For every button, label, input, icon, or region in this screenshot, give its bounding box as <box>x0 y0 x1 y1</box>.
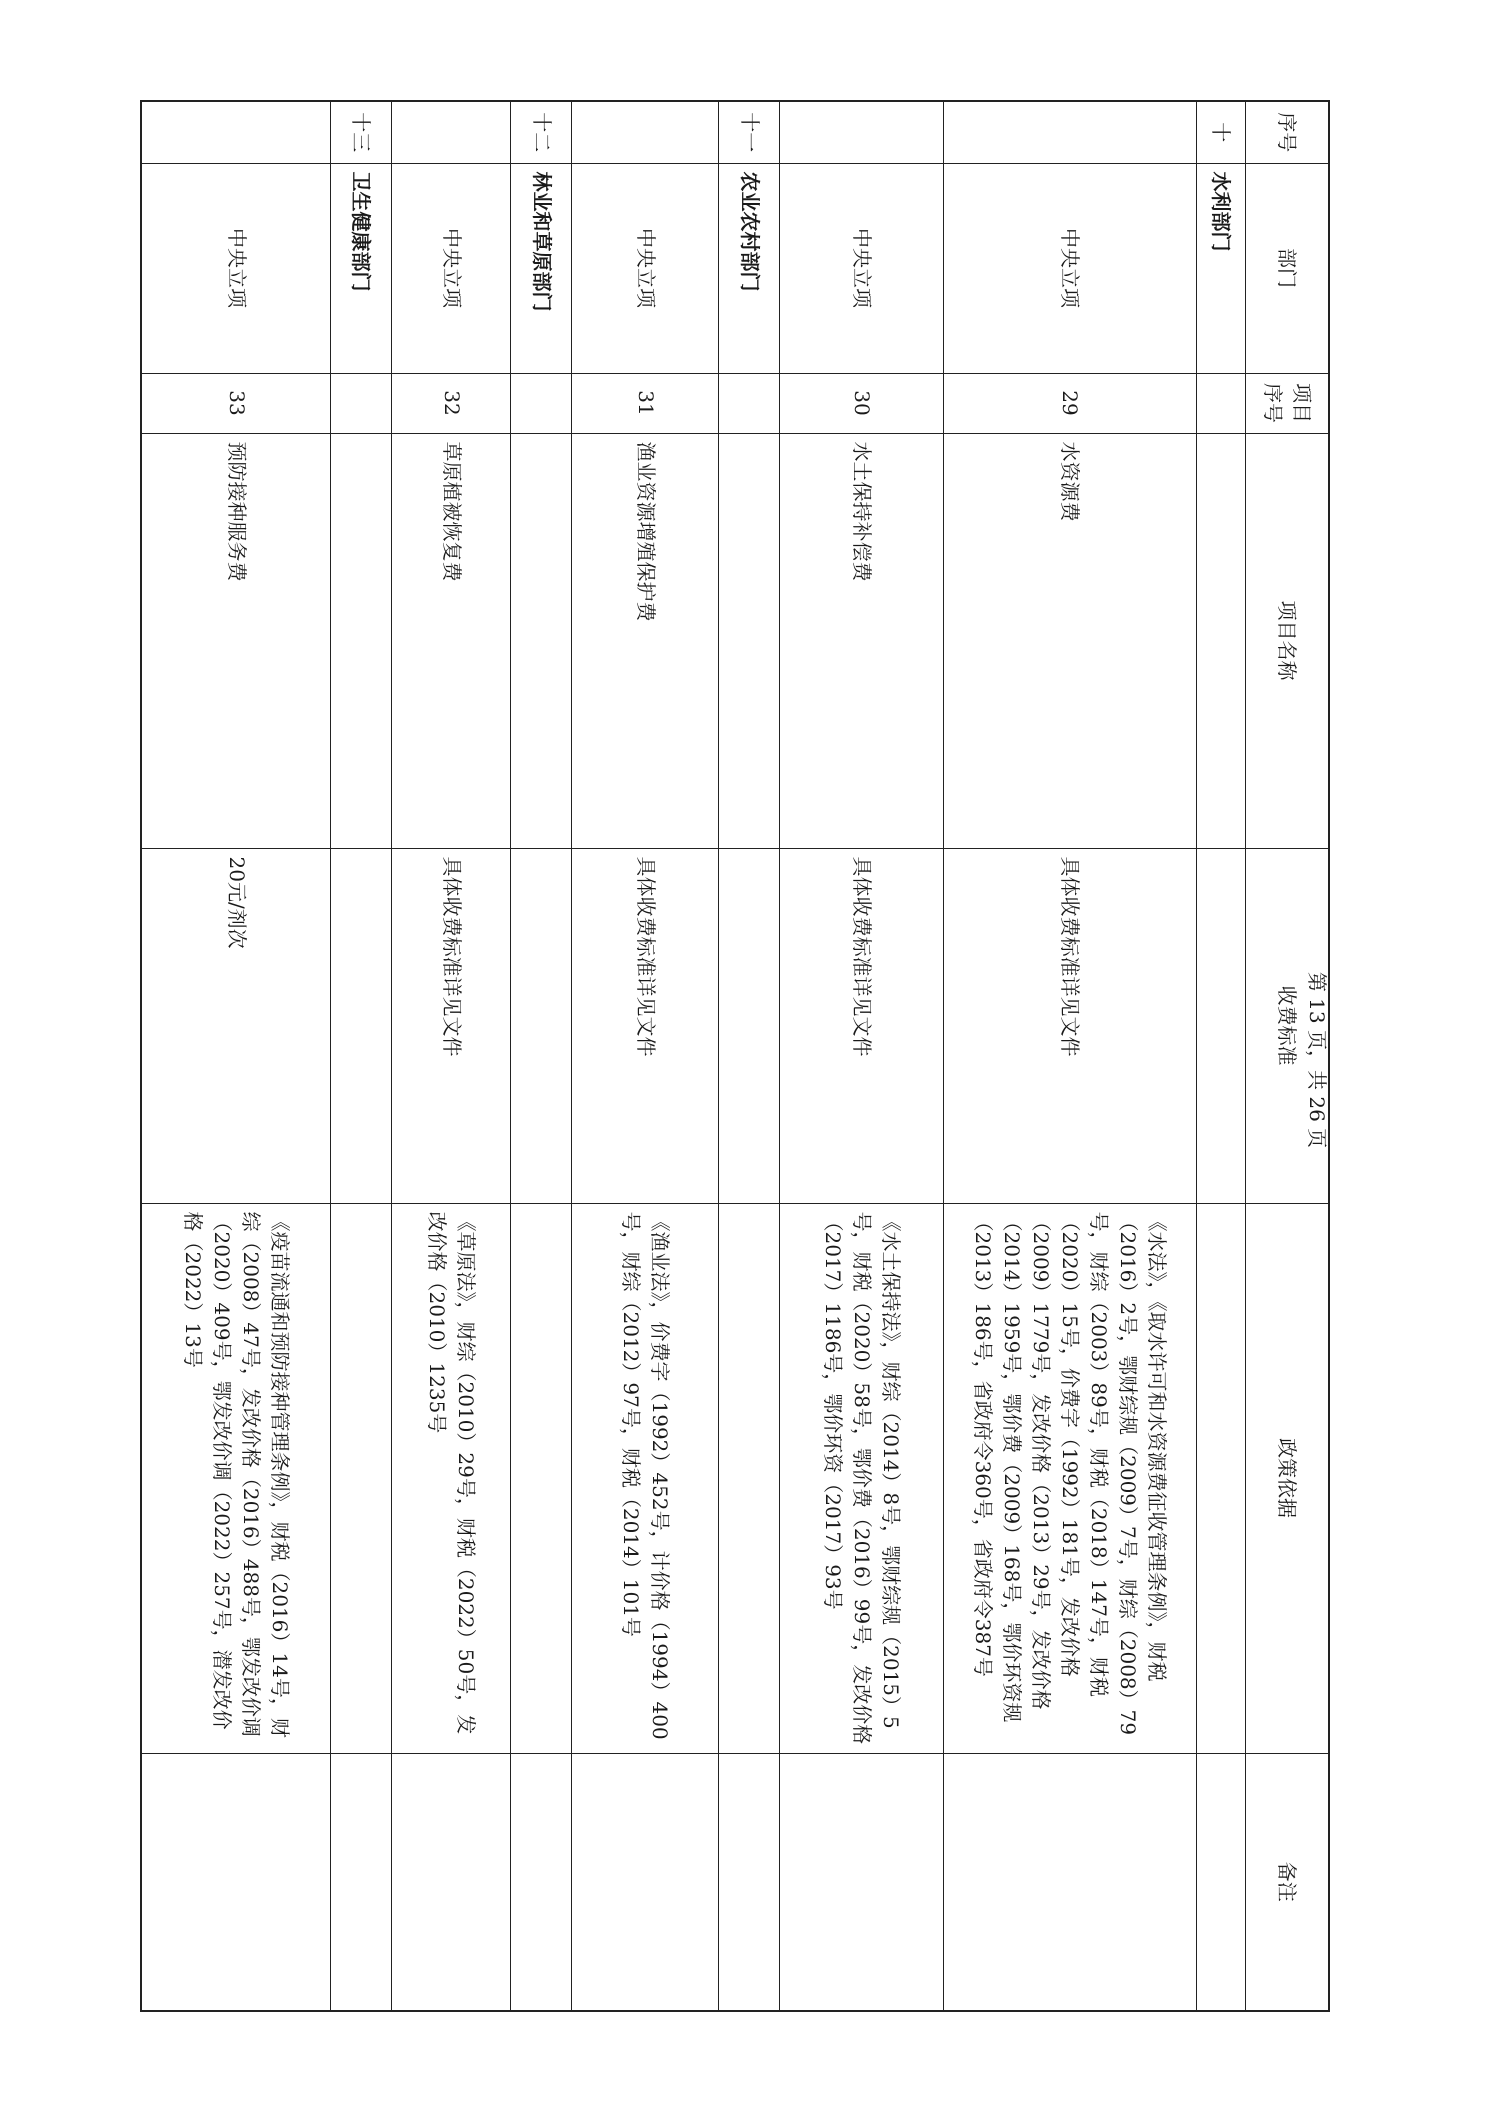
rotated-table-container <box>140 100 1330 2010</box>
row-remarks <box>391 1753 510 2011</box>
empty-cell <box>331 1753 392 2011</box>
section-dept: 林业和草原部门 <box>511 163 572 373</box>
row-dept: 中央立项 <box>391 163 510 373</box>
row-dept: 中央立项 <box>944 163 1197 373</box>
row-remarks <box>141 1753 331 2011</box>
empty-cell <box>511 1753 572 2011</box>
row-item-name: 水资源费 <box>944 433 1197 848</box>
row-remarks <box>944 1753 1197 2011</box>
row-basis: 《疫苗流通和预防接种管理条例》，财税（2016）14号，财综（2008）47号，发改价格（2016）488号，鄂发改价调（2020）409号，鄂发改价调（2022）257号，潜发改价格（2022）13号 <box>141 1203 331 1753</box>
row-remarks <box>572 1753 719 2011</box>
empty-cell <box>1196 1753 1245 2011</box>
empty-cell <box>719 1753 780 2011</box>
header-remarks: 备注 <box>1245 1753 1329 2011</box>
table-row <box>572 101 719 2011</box>
header-item-name: 项目名称 <box>1245 433 1329 848</box>
header-dept: 部门 <box>1245 163 1329 373</box>
section-dept: 卫生健康部门 <box>331 163 392 373</box>
row-item-name: 预防接种服务费 <box>141 433 331 848</box>
row-dept: 中央立项 <box>141 163 331 373</box>
empty-cell <box>944 101 1197 163</box>
empty-cell <box>391 101 510 163</box>
table-row <box>391 101 510 2011</box>
empty-cell <box>719 1203 780 1753</box>
empty-cell <box>511 373 572 433</box>
empty-cell <box>511 433 572 848</box>
row-item-seq: 29 <box>944 373 1197 433</box>
page-number-footer: 第 13 页，共 26 页 <box>1305 971 1329 1149</box>
row-item-name: 渔业资源增殖保护费 <box>572 433 719 848</box>
section-row <box>511 101 572 2011</box>
empty-cell <box>1196 373 1245 433</box>
row-item-seq: 31 <box>572 373 719 433</box>
row-item-name: 草原植被恢复费 <box>391 433 510 848</box>
fee-table <box>140 100 1330 2012</box>
section-seq: 十 <box>1196 101 1245 163</box>
empty-cell <box>1196 433 1245 848</box>
row-item-seq: 30 <box>780 373 944 433</box>
row-item-seq: 32 <box>391 373 510 433</box>
section-row <box>1196 101 1245 2011</box>
row-basis: 《渔业法》，价费字（1992）452号，计价格（1994）400号，财综（2012）97号，财税（2014）101号 <box>572 1203 719 1753</box>
empty-cell <box>572 101 719 163</box>
empty-cell <box>719 848 780 1203</box>
empty-cell <box>1196 1203 1245 1753</box>
row-item-name: 水土保持补偿费 <box>780 433 944 848</box>
row-dept: 中央立项 <box>780 163 944 373</box>
row-standard: 具体收费标准详见文件 <box>780 848 944 1203</box>
row-standard: 具体收费标准详见文件 <box>391 848 510 1203</box>
section-dept: 农业农村部门 <box>719 163 780 373</box>
section-row <box>331 101 392 2011</box>
section-seq: 十一 <box>719 101 780 163</box>
empty-cell <box>780 101 944 163</box>
empty-cell <box>141 101 331 163</box>
row-item-seq: 33 <box>141 373 331 433</box>
row-basis: 《水法》，《取水许可和水资源费征收管理条例》，财税（2016）2号，鄂财综规（2009）7号，财综（2008）79号，财综（2003）89号，财税（2018）147号，财税（2020）15号，价费字（1992）181号，发改价格（2009）1779号，发改价格（2013）29号，发改价格（2014）1959号，鄂价费（2009）168号，鄂价环资规（2013）186号，省政府令360号，省政府令387号 <box>944 1203 1197 1753</box>
section-dept: 水利部门 <box>1196 163 1245 373</box>
header-seq: 序号 <box>1245 101 1329 163</box>
header-basis: 政策依据 <box>1245 1203 1329 1753</box>
row-dept: 中央立项 <box>572 163 719 373</box>
empty-cell <box>719 373 780 433</box>
section-seq: 十三 <box>331 101 392 163</box>
header-standard: 收费标准 <box>1245 848 1329 1203</box>
row-basis: 《草原法》，财综（2010）29号，财税（2022）50号，发改价格（2010）1235号 <box>391 1203 510 1753</box>
row-standard: 具体收费标准详见文件 <box>944 848 1197 1203</box>
section-row <box>719 101 780 2011</box>
section-seq: 十二 <box>511 101 572 163</box>
table-row <box>141 101 331 2011</box>
header-item-seq: 项目序号 <box>1245 373 1329 433</box>
empty-cell <box>719 433 780 848</box>
empty-cell <box>511 1203 572 1753</box>
empty-cell <box>331 848 392 1203</box>
row-basis: 《水土保持法》，财综（2014）8号，鄂财综规（2015）5号，财税（2020）58号，鄂价费（2016）99号，发改价格（2017）1186号，鄂价环资（2017）93号 <box>780 1203 944 1753</box>
table-row <box>944 101 1197 2011</box>
row-standard: 20元/剂次 <box>141 848 331 1203</box>
empty-cell <box>331 373 392 433</box>
empty-cell <box>511 848 572 1203</box>
empty-cell <box>331 1203 392 1753</box>
row-remarks <box>780 1753 944 2011</box>
row-standard: 具体收费标准详见文件 <box>572 848 719 1203</box>
table-row <box>780 101 944 2011</box>
empty-cell <box>1196 848 1245 1203</box>
empty-cell <box>331 433 392 848</box>
